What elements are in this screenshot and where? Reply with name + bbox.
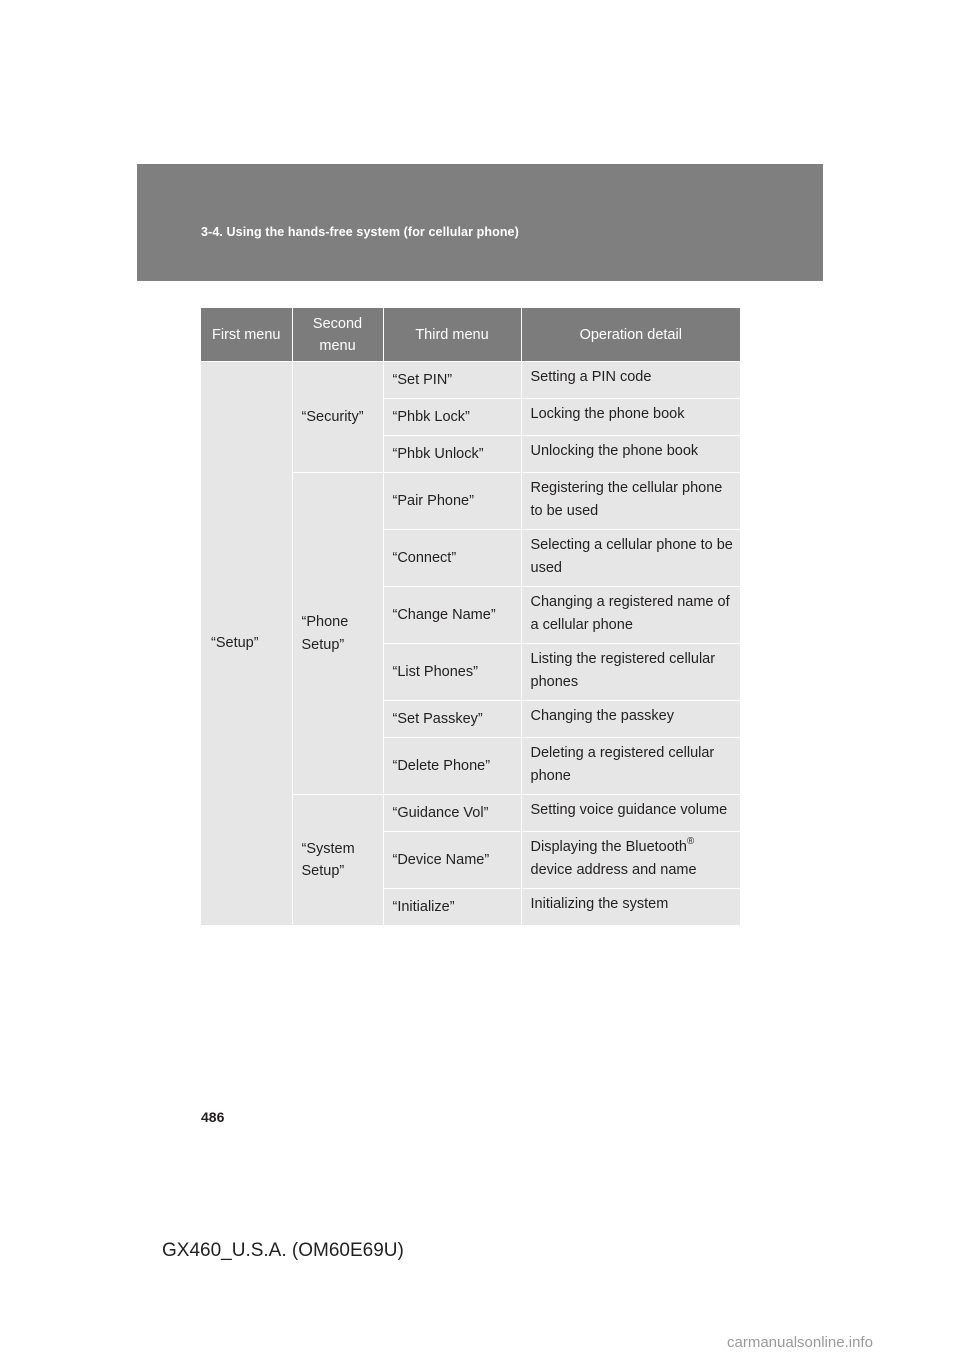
third-menu-cell: “Guidance Vol” xyxy=(383,795,521,832)
manual-code: GX460_U.S.A. (OM60E69U) xyxy=(162,1240,404,1261)
second-menu-cell: “Phone Setup” xyxy=(292,473,383,795)
operation-detail-cell: Changing a registered name of a cellular phone xyxy=(521,587,740,644)
operation-detail-cell: Unlocking the phone book xyxy=(521,436,740,473)
detail-text: Displaying the Bluetooth xyxy=(530,839,687,855)
table-header-row xyxy=(201,308,740,362)
section-header-band xyxy=(137,164,823,281)
third-menu-cell: “Set PIN” xyxy=(383,362,521,399)
operation-detail-cell: Listing the registered cellular phones xyxy=(521,644,740,701)
second-menu-cell: “System Setup” xyxy=(292,795,383,926)
column-header-third-menu: Third menu xyxy=(383,308,521,362)
column-header-second-menu: Second menu xyxy=(292,308,383,362)
operation-detail-cell: Selecting a cellular phone to be used xyxy=(521,530,740,587)
operation-detail-cell: Locking the phone book xyxy=(521,399,740,436)
third-menu-cell: “Device Name” xyxy=(383,832,521,889)
registered-mark: ® xyxy=(686,836,695,847)
watermark: carmanualsonline.info xyxy=(727,1334,873,1351)
operation-detail-cell: Deleting a registered cellular phone xyxy=(521,738,740,795)
first-menu-cell: “Setup” xyxy=(201,362,292,926)
third-menu-cell: “List Phones” xyxy=(383,644,521,701)
operation-detail-cell xyxy=(521,832,740,889)
third-menu-cell: “Pair Phone” xyxy=(383,473,521,530)
column-header-operation-detail: Operation detail xyxy=(521,308,740,362)
third-menu-cell: “Initialize” xyxy=(383,889,521,926)
operation-detail-cell: Registering the cellular phone to be used xyxy=(521,473,740,530)
third-menu-cell: “Delete Phone” xyxy=(383,738,521,795)
operation-detail-cell: Initializing the system xyxy=(521,889,740,926)
table-row xyxy=(201,362,740,399)
section-title: 3-4. Using the hands-free system (for cellular phone) xyxy=(201,225,519,239)
column-header-first-menu: First menu xyxy=(201,308,292,362)
third-menu-cell: “Change Name” xyxy=(383,587,521,644)
third-menu-cell: “Connect” xyxy=(383,530,521,587)
operation-detail-cell: Changing the passkey xyxy=(521,701,740,738)
menu-table xyxy=(201,308,740,925)
second-menu-cell: “Security” xyxy=(292,362,383,473)
third-menu-cell: “Phbk Unlock” xyxy=(383,436,521,473)
operation-detail-cell: Setting a PIN code xyxy=(521,362,740,399)
operation-detail-cell: Setting voice guidance volume xyxy=(521,795,740,832)
third-menu-cell: “Phbk Lock” xyxy=(383,399,521,436)
third-menu-cell: “Set Passkey” xyxy=(383,701,521,738)
page-number: 486 xyxy=(201,1109,225,1125)
detail-text-continued: device address and name xyxy=(530,861,697,878)
